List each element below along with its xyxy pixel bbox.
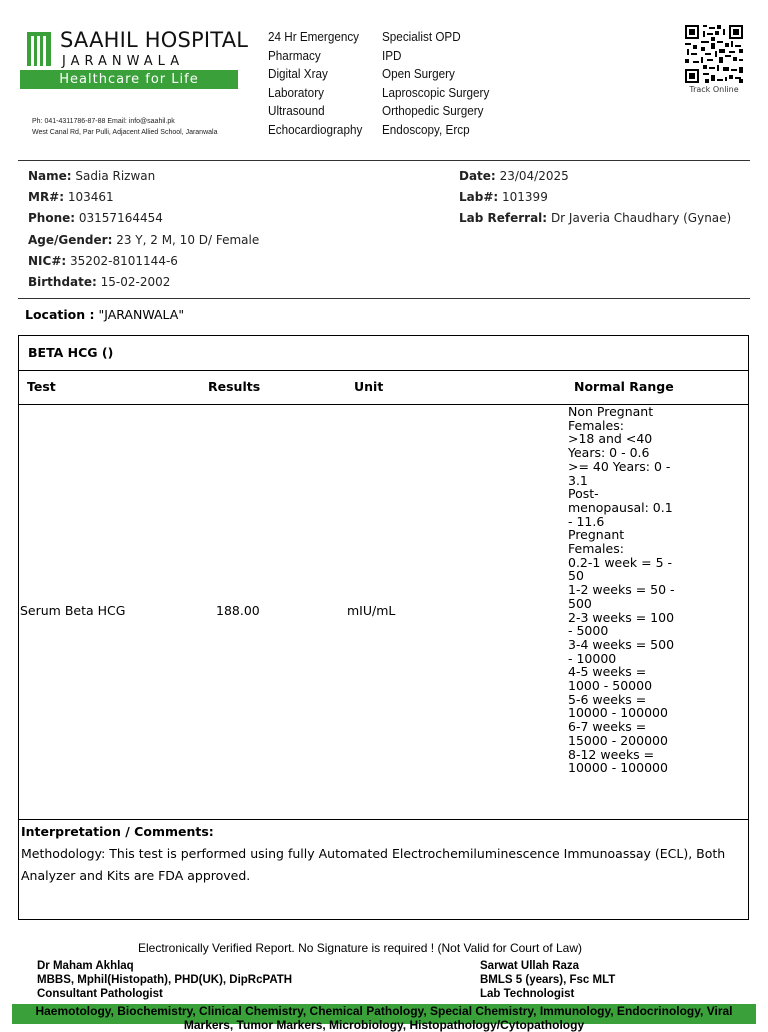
service-item: Ultrasound (268, 103, 325, 118)
service-item: Open Surgery (382, 66, 455, 81)
lab-referral: Dr Javeria Chaudhary (Gynae) (550, 211, 732, 225)
service-item: 24 Hr Emergency (268, 29, 360, 44)
column-header-results: Results (208, 379, 261, 394)
location-value: "JARANWALA" (98, 307, 185, 322)
field-label: Birthdate: (28, 275, 97, 289)
patient-nic-row (28, 254, 178, 268)
contact-phone-email: Ph: 041-4311786-87-88 Email: info@saahil.pk (32, 118, 175, 125)
test-panel-title: BETA HCG () (28, 345, 114, 360)
range-line: Non Pregnant Females: (568, 404, 654, 433)
location-row (25, 307, 184, 322)
range-line: 5-6 weeks = 10000 - 100000 (568, 691, 668, 721)
table-divider (19, 819, 748, 820)
field-label: MR#: (28, 190, 65, 204)
lab-number-row (459, 190, 548, 204)
hospital-logo (20, 28, 249, 90)
service-item: Laboratory (268, 84, 324, 100)
interpretation-text: Methodology: This test is performed using fully Automated Electrochemiluminescence Immunoassay (ECL), Both Analyzer and Kits are FDA approved. (21, 846, 726, 883)
range-line: >18 and <40 Years: 0 - 0.6 (568, 431, 653, 461)
range-line: >= 40 Years: 0 - 3.1 (568, 458, 671, 488)
patient-name: Sadia Rizwan (75, 169, 156, 183)
departments-banner: Haemotology, Biochemistry, Clinical Chemistry, Chemical Pathology, Special Chemistry, Immunology, Endocrinology, Viral Markers, Tumor Markers, Microbiology, Histopathology/Cytopathology (12, 1004, 756, 1024)
patient-age-row (28, 233, 259, 247)
patient-phone: 03157164454 (78, 211, 163, 225)
range-line: 6-7 weeks = 15000 - 200000 (568, 719, 668, 748)
hospital-city: JARANWALA (62, 54, 185, 69)
table-divider (19, 370, 748, 371)
service-item: Orthopedic Surgery (382, 103, 484, 118)
logo-mark-icon (27, 32, 51, 66)
technologist-qualifications: BMLS 5 (years), Fsc MLT (480, 974, 616, 986)
interpretation-title: Interpretation / Comments: (21, 824, 214, 839)
service-item: Echocardiography (268, 121, 363, 137)
technologist-title: Lab Technologist (480, 988, 575, 1000)
header-divider (18, 160, 750, 161)
lab-referral-row (459, 211, 731, 225)
contact-address: West Canal Rd, Par Pulli, Adjacent Allied School, Jaranwala (32, 129, 218, 136)
patient-age-gender: 23 Y, 2 M, 10 D/ Female (116, 233, 260, 247)
pathologist-signature-block (37, 959, 292, 1001)
report-date-row (459, 169, 569, 183)
pathologist-title: Consultant Pathologist (37, 988, 163, 1000)
patient-nic: 35202-8101144-6 (70, 254, 178, 268)
column-header-unit: Unit (354, 379, 384, 394)
hospital-name: SAAHIL HOSPITAL (60, 28, 249, 52)
report-date: 23/04/2025 (499, 169, 569, 183)
info-divider (18, 298, 750, 299)
patient-mr: 103461 (67, 190, 114, 204)
pathologist-name: Dr Maham Akhlaq (37, 960, 134, 972)
column-header-normal-range: Normal Range (574, 379, 674, 394)
service-item: Specialist OPD (382, 29, 461, 44)
range-line: 4-5 weeks = 1000 - 50000 (568, 664, 653, 694)
field-label: Lab Referral: (459, 211, 548, 225)
field-label: NIC#: (28, 254, 67, 268)
range-line: Pregnant Females: (568, 527, 625, 557)
column-header-test: Test (27, 379, 56, 394)
field-label: Date: (459, 169, 496, 183)
range-line: 3-4 weeks = 500 - 10000 (568, 636, 675, 666)
pathologist-qualifications: MBBS, Mphil(Histopath), PHD(UK), DipRcPATH (37, 974, 293, 986)
field-label: Age/Gender: (28, 233, 113, 247)
patient-mr-row (28, 190, 114, 204)
patient-birthdate: 15-02-2002 (100, 275, 171, 289)
service-item: Endoscopy, Ercp (382, 121, 470, 137)
test-result: 188.00 (216, 603, 260, 618)
range-line: Post-menopausal: 0.1 - 11.6 (568, 486, 673, 529)
range-line: 8-12 weeks = 10000 - 100000 (568, 746, 668, 776)
technologist-signature-block (480, 959, 615, 1001)
location-label: Location : (25, 307, 95, 322)
services-column-2 (382, 28, 489, 139)
field-label: Name: (28, 169, 72, 183)
qr-code-icon[interactable] (684, 25, 744, 83)
field-label: Lab#: (459, 190, 499, 204)
field-label: Phone: (28, 211, 76, 225)
qr-label: Track Online (689, 85, 739, 94)
service-item: Digital Xray (268, 66, 328, 81)
report-table (18, 335, 749, 920)
patient-phone-row (28, 211, 163, 225)
verification-note: Electronically Verified Report. No Signature is required ! (Not Valid for Court of Law) (138, 941, 582, 955)
patient-name-row (28, 169, 155, 183)
technologist-name: Sarwat Ullah Raza (480, 960, 580, 972)
range-line: 1-2 weeks = 50 - 500 (568, 582, 675, 611)
test-name: Serum Beta HCG (20, 603, 126, 618)
service-item: Laproscopic Surgery (382, 84, 490, 100)
services-column-1 (268, 28, 362, 139)
test-unit: mIU/mL (347, 603, 396, 618)
patient-birthdate-row (28, 275, 170, 289)
range-line: 0.2-1 week = 5 - 50 (568, 554, 673, 584)
hospital-tagline: Healthcare for Life (20, 70, 238, 89)
normal-range (568, 405, 678, 775)
service-item: Pharmacy (268, 47, 321, 63)
range-line: 2-3 weeks = 100 - 5000 (568, 609, 675, 639)
service-item: IPD (382, 47, 402, 63)
lab-number: 101399 (502, 190, 548, 204)
